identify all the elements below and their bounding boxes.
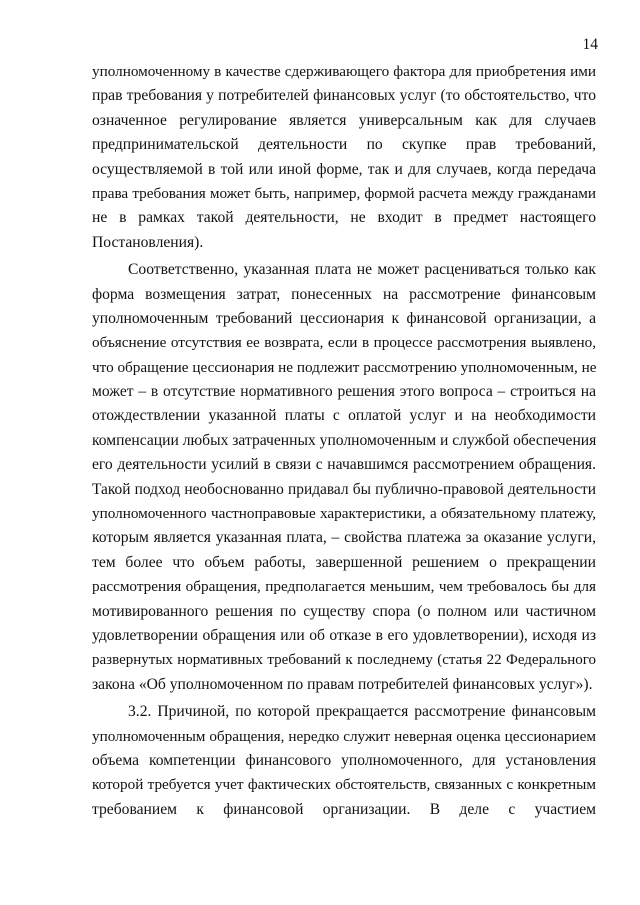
text-line: осуществляемой в той или иной форме, так и для случаев, когда передача [92,160,596,178]
text-line: что обращение цессионария не подлежит рассмотрению уполномоченным, не [92,358,597,376]
text-line: Постановления). [92,233,204,251]
text-line: означенное регулирование является универсальным как для случаев [92,111,596,129]
text-line: объема компетенции финансового уполномоченного, для установления [92,751,596,769]
document-body [92,60,596,822]
text-line: удовлетворении обращения или об отказе в его удовлетворении), исходя из [92,626,596,644]
text-line: Соответственно, указанная плата не может расцениваться только как [128,261,596,279]
text-line: предпринимательской деятельности по скупке прав требований, [92,136,596,154]
text-line: рассмотрения обращения, предполагается меньшим, чем требовалось бы для [92,578,596,596]
text-line: прав требования у потребителей финансовых услуг (то обстоятельство, что [92,87,596,105]
text-line: его деятельности усилий в связи с начавшимся рассмотрением обращения. [92,456,596,474]
text-line: уполномоченным обращения, нередко служит неверная оценка цессионарием [92,727,596,745]
text-line: может – в отсутствие нормативного решения этого вопроса – строиться на [92,383,596,401]
text-line: развернутых нормативных требований к последнему (статья 22 Федерального [92,652,596,669]
text-line: Такой подход необоснованно придавал бы публично-правовой деятельности [92,480,596,498]
text-line: которой требуется учет фактических обстоятельств, связанных с конкретным [92,776,596,794]
text-line: мотивированного решения по существу спора (о полном или частичном [92,602,596,620]
text-line: форма возмещения затрат, понесенных на рассмотрение финансовым [92,285,596,303]
text-line: объяснение отсутствия ее возврата, если в процессе рассмотрения выявлено, [92,334,596,352]
text-line: которым является указанная плата, – свойства платежа за оказание услуги, [92,529,596,547]
text-line: компенсации любых затраченных уполномоченным и службой обеспечения [92,431,597,449]
text-line: отождествлении указанной платы с оплатой услуг и на необходимости [92,407,596,425]
paragraph-1 [92,60,596,255]
text-line: уполномоченного частноправовые характеристики, а обязательному платежу, [92,505,596,523]
text-line: требованием к финансовой организации. В деле с участием [92,800,596,818]
text-line: 3.2. Причиной, по которой прекращается рассмотрение финансовым [128,703,596,721]
text-line: права требования может быть, например, формой расчета между гражданами [92,184,596,202]
page-number: 14 [582,36,598,53]
text-line: закона «Об уполномоченном по правам потребителей финансовых услуг»). [92,675,593,693]
text-line: уполномоченным требований цессионария к финансовой организации, а [92,309,596,327]
text-line: тем более что объем работы, завершенной решением о прекращении [92,553,596,571]
paragraph-3 [92,700,596,822]
paragraph-2 [92,258,596,697]
text-line: не в рамках такой деятельности, не входит в предмет настоящего [92,209,596,227]
text-line: уполномоченному в качестве сдерживающего фактора для приобретения ими [92,63,596,80]
